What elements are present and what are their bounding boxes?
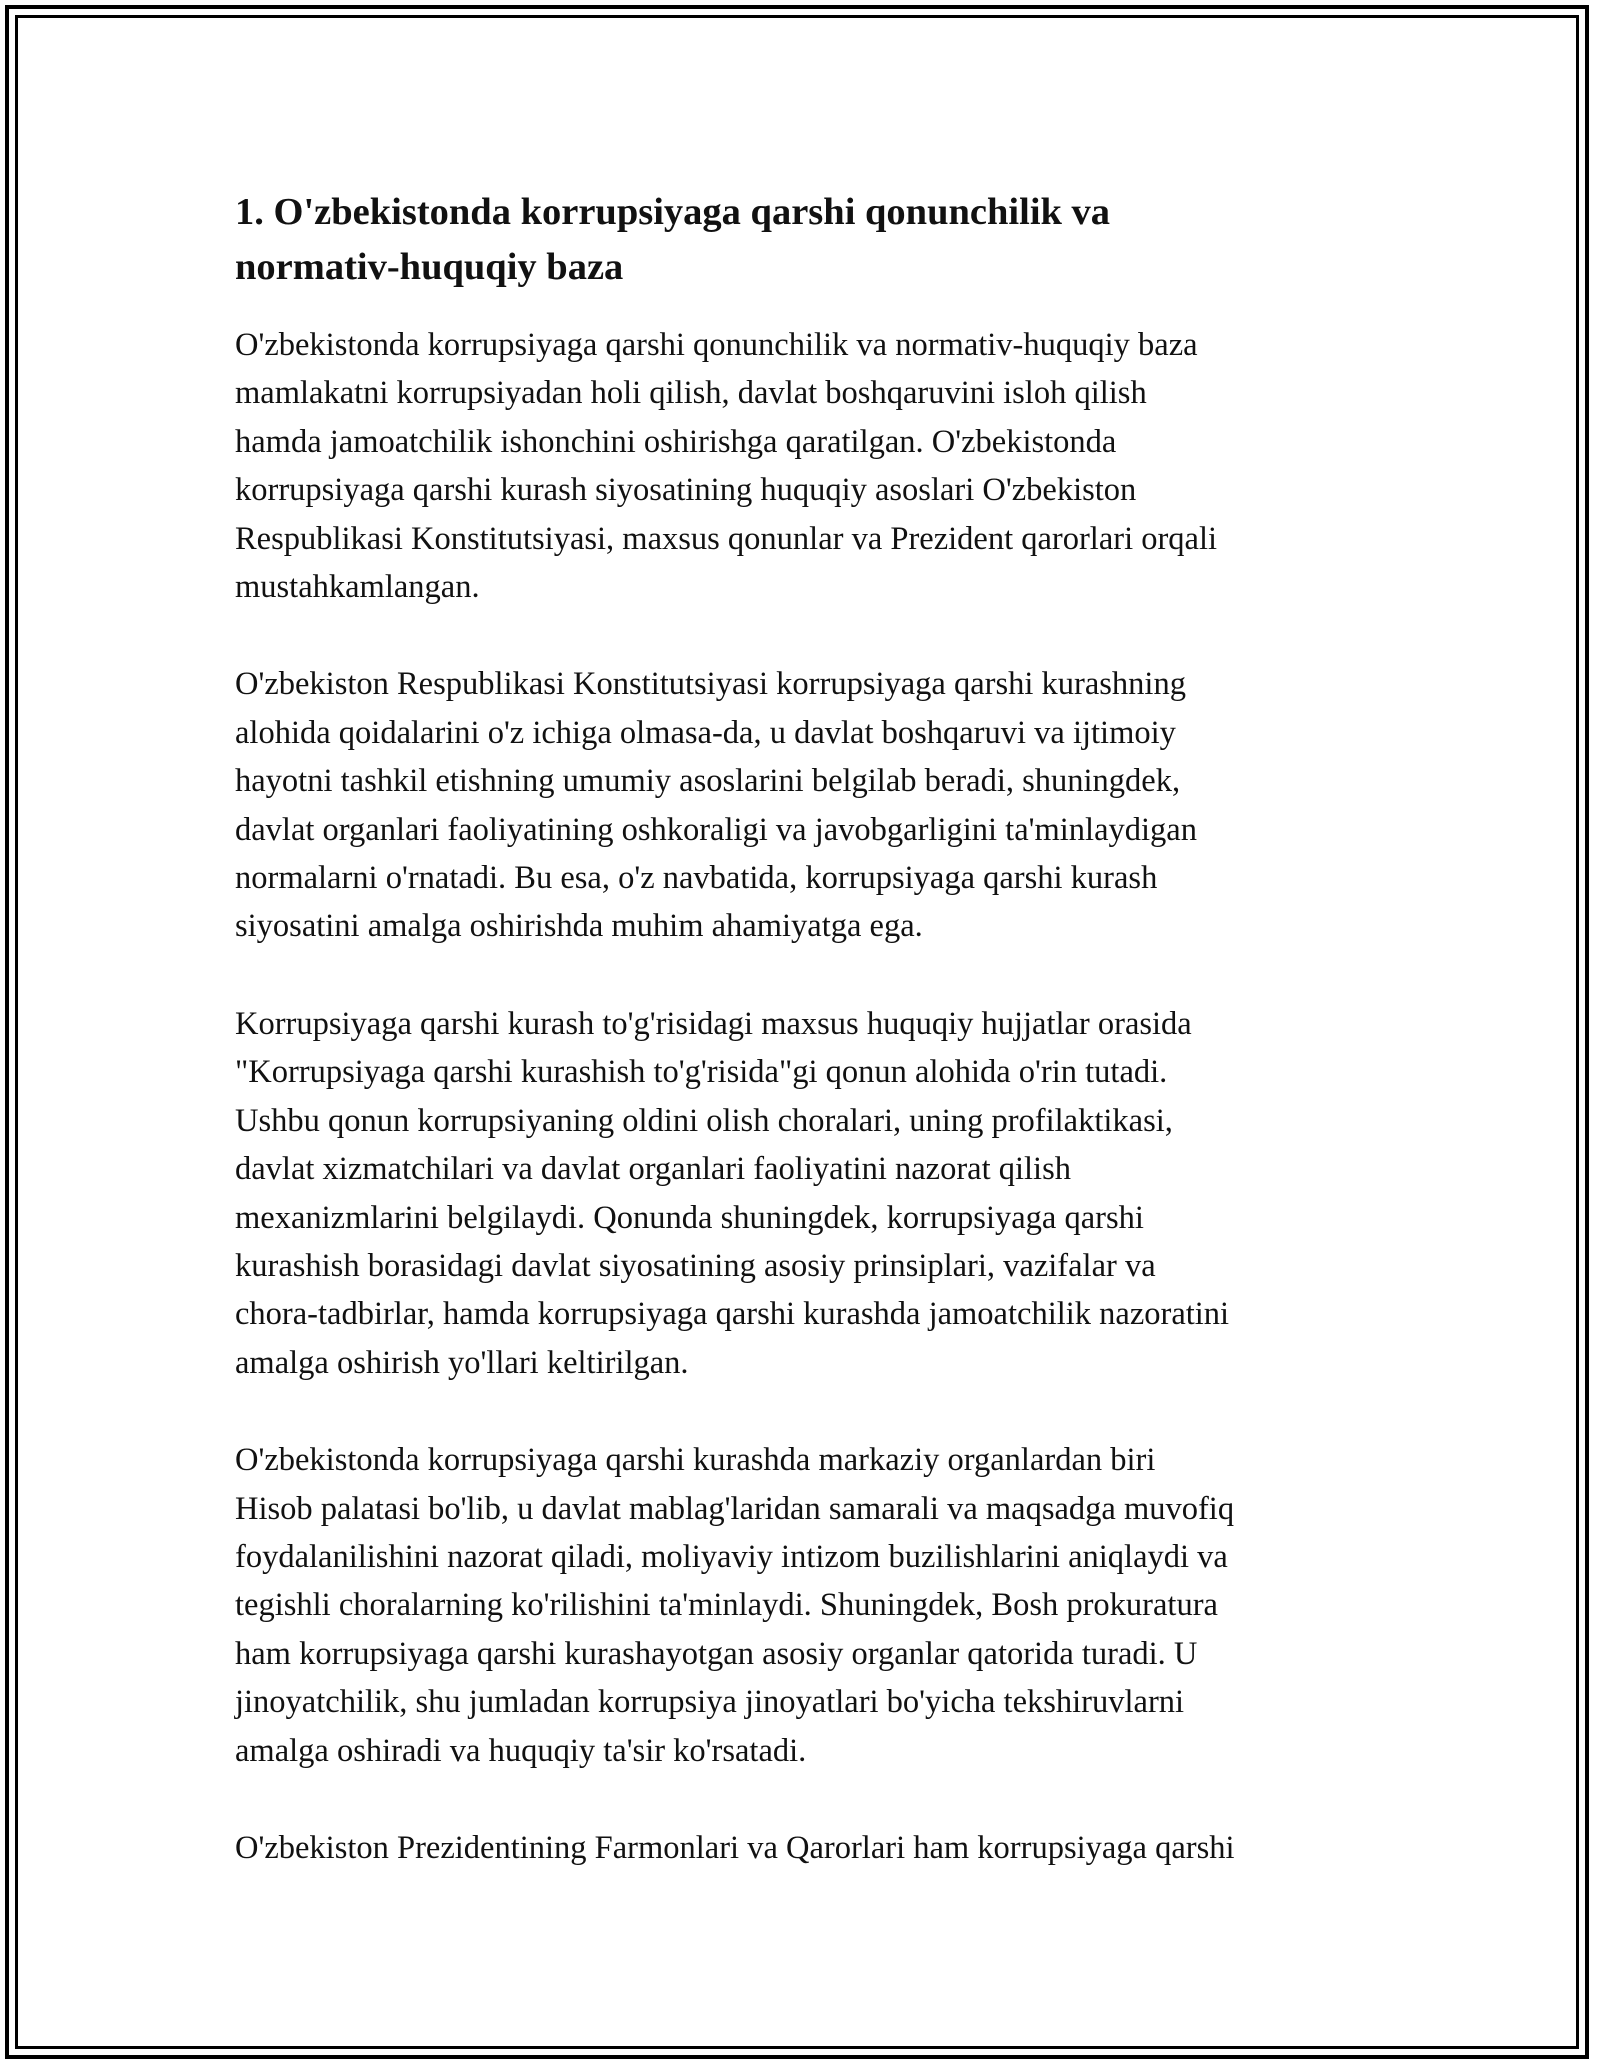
paragraph-line: O'zbekiston Respublikasi Konstitutsiyasi korrupsiyaga qarshi kurashning (235, 666, 1186, 703)
paragraph-line: davlat xizmatchilari va davlat organlari faoliyatini nazorat qilish (235, 1151, 1071, 1188)
document-body (235, 185, 1385, 1921)
paragraph-line: mexanizmlarini belgilaydi. Qonunda shuningdek, korrupsiyaga qarshi (235, 1199, 1144, 1236)
paragraph-line: ham korrupsiyaga qarshi kurashayotgan asosiy organlar qatorida turadi. U (235, 1635, 1198, 1672)
paragraph-line: amalga oshirish yo'llari keltirilgan. (235, 1344, 689, 1381)
paragraph-line: mustahkamlangan. (235, 569, 480, 606)
paragraph-line: O'zbekiston Prezidentining Farmonlari va Qarorlari ham korrupsiyaga qarshi (235, 1829, 1235, 1866)
paragraph-line: normalarni o'rnatadi. Bu esa, o'z navbatida, korrupsiyaga qarshi kurash (235, 860, 1158, 897)
paragraph-line: alohida qoidalarini o'z ichiga olmasa-da, u davlat boshqaruvi va ijtimoiy (235, 714, 1176, 751)
paragraph-line: davlat organlari faoliyatining oshkoraligi va javobgarligini ta'minlaydigan (235, 811, 1197, 848)
paragraph-line: chora-tadbirlar, hamda korrupsiyaga qarshi kurashda jamoatchilik nazoratini (235, 1296, 1230, 1333)
paragraph-line: amalga oshiradi va huquqiy ta'sir ko'rsatadi. (235, 1732, 807, 1769)
paragraph-line: kurashish borasidagi davlat siyosatining asosiy prinsiplari, vazifalar va (235, 1247, 1156, 1284)
paragraph-line: O'zbekistonda korrupsiyaga qarshi qonunchilik va normativ-huquqiy baza (235, 327, 1198, 363)
paragraph (235, 1436, 1385, 1775)
heading-line: 1. O'zbekistonda korrupsiyaga qarshi qonunchilik va (235, 191, 1111, 233)
paragraph-line: "Korrupsiyaga qarshi kurashish to'g'risida"gi qonun alohida o'rin tutadi. (235, 1054, 1168, 1091)
paragraph-line: mamlakatni korrupsiyadan holi qilish, davlat boshqaruvini isloh qilish (235, 375, 1147, 412)
paragraph-line: Ushbu qonun korrupsiyaning oldini olish choralari, uning profilaktikasi, (235, 1102, 1173, 1139)
paragraph-line: hayotni tashkil etishning umumiy asoslarini belgilab beradi, shuningdek, (235, 763, 1181, 800)
paragraph (235, 321, 1385, 611)
heading-line: normativ-huquqiy baza (235, 246, 624, 288)
paragraph-line: Hisob palatasi bo'lib, u davlat mablag'laridan samarali va maqsadga muvofiq (235, 1490, 1235, 1527)
paragraph-line: hamda jamoatchilik ishonchini oshirishga qaratilgan. O'zbekistonda (235, 423, 1117, 460)
paragraph-line: foydalanilishini nazorat qiladi, moliyaviy intizom buzilishlarini aniqlaydi va (235, 1538, 1228, 1575)
paragraph-line: tegishli choralarning ko'rilishini ta'minlaydi. Shuningdek, Bosh prokuratura (235, 1587, 1218, 1624)
paragraph-line: O'zbekistonda korrupsiyaga qarshi kurashda markaziy organlardan biri (235, 1442, 1156, 1479)
paragraph-line: siyosatini amalga oshirishda muhim ahamiyatga ega. (235, 908, 923, 945)
paragraph (235, 1000, 1385, 1387)
paragraph-line: Korrupsiyaga qarshi kurash to'g'risidagi maxsus huquqiy hujjatlar orasida (235, 1005, 1192, 1042)
section-heading (235, 185, 1385, 295)
paragraph-line: korrupsiyaga qarshi kurash siyosatining huquqiy asoslari O'zbekiston (235, 472, 1137, 509)
paragraph (235, 1824, 1385, 1872)
paragraph-line: jinoyatchilik, shu jumladan korrupsiya jinoyatlari bo'yicha tekshiruvlarni (235, 1684, 1185, 1721)
paragraph (235, 660, 1385, 950)
paragraph-line: Respublikasi Konstitutsiyasi, maxsus qonunlar va Prezident qarorlari orqali (235, 520, 1218, 557)
